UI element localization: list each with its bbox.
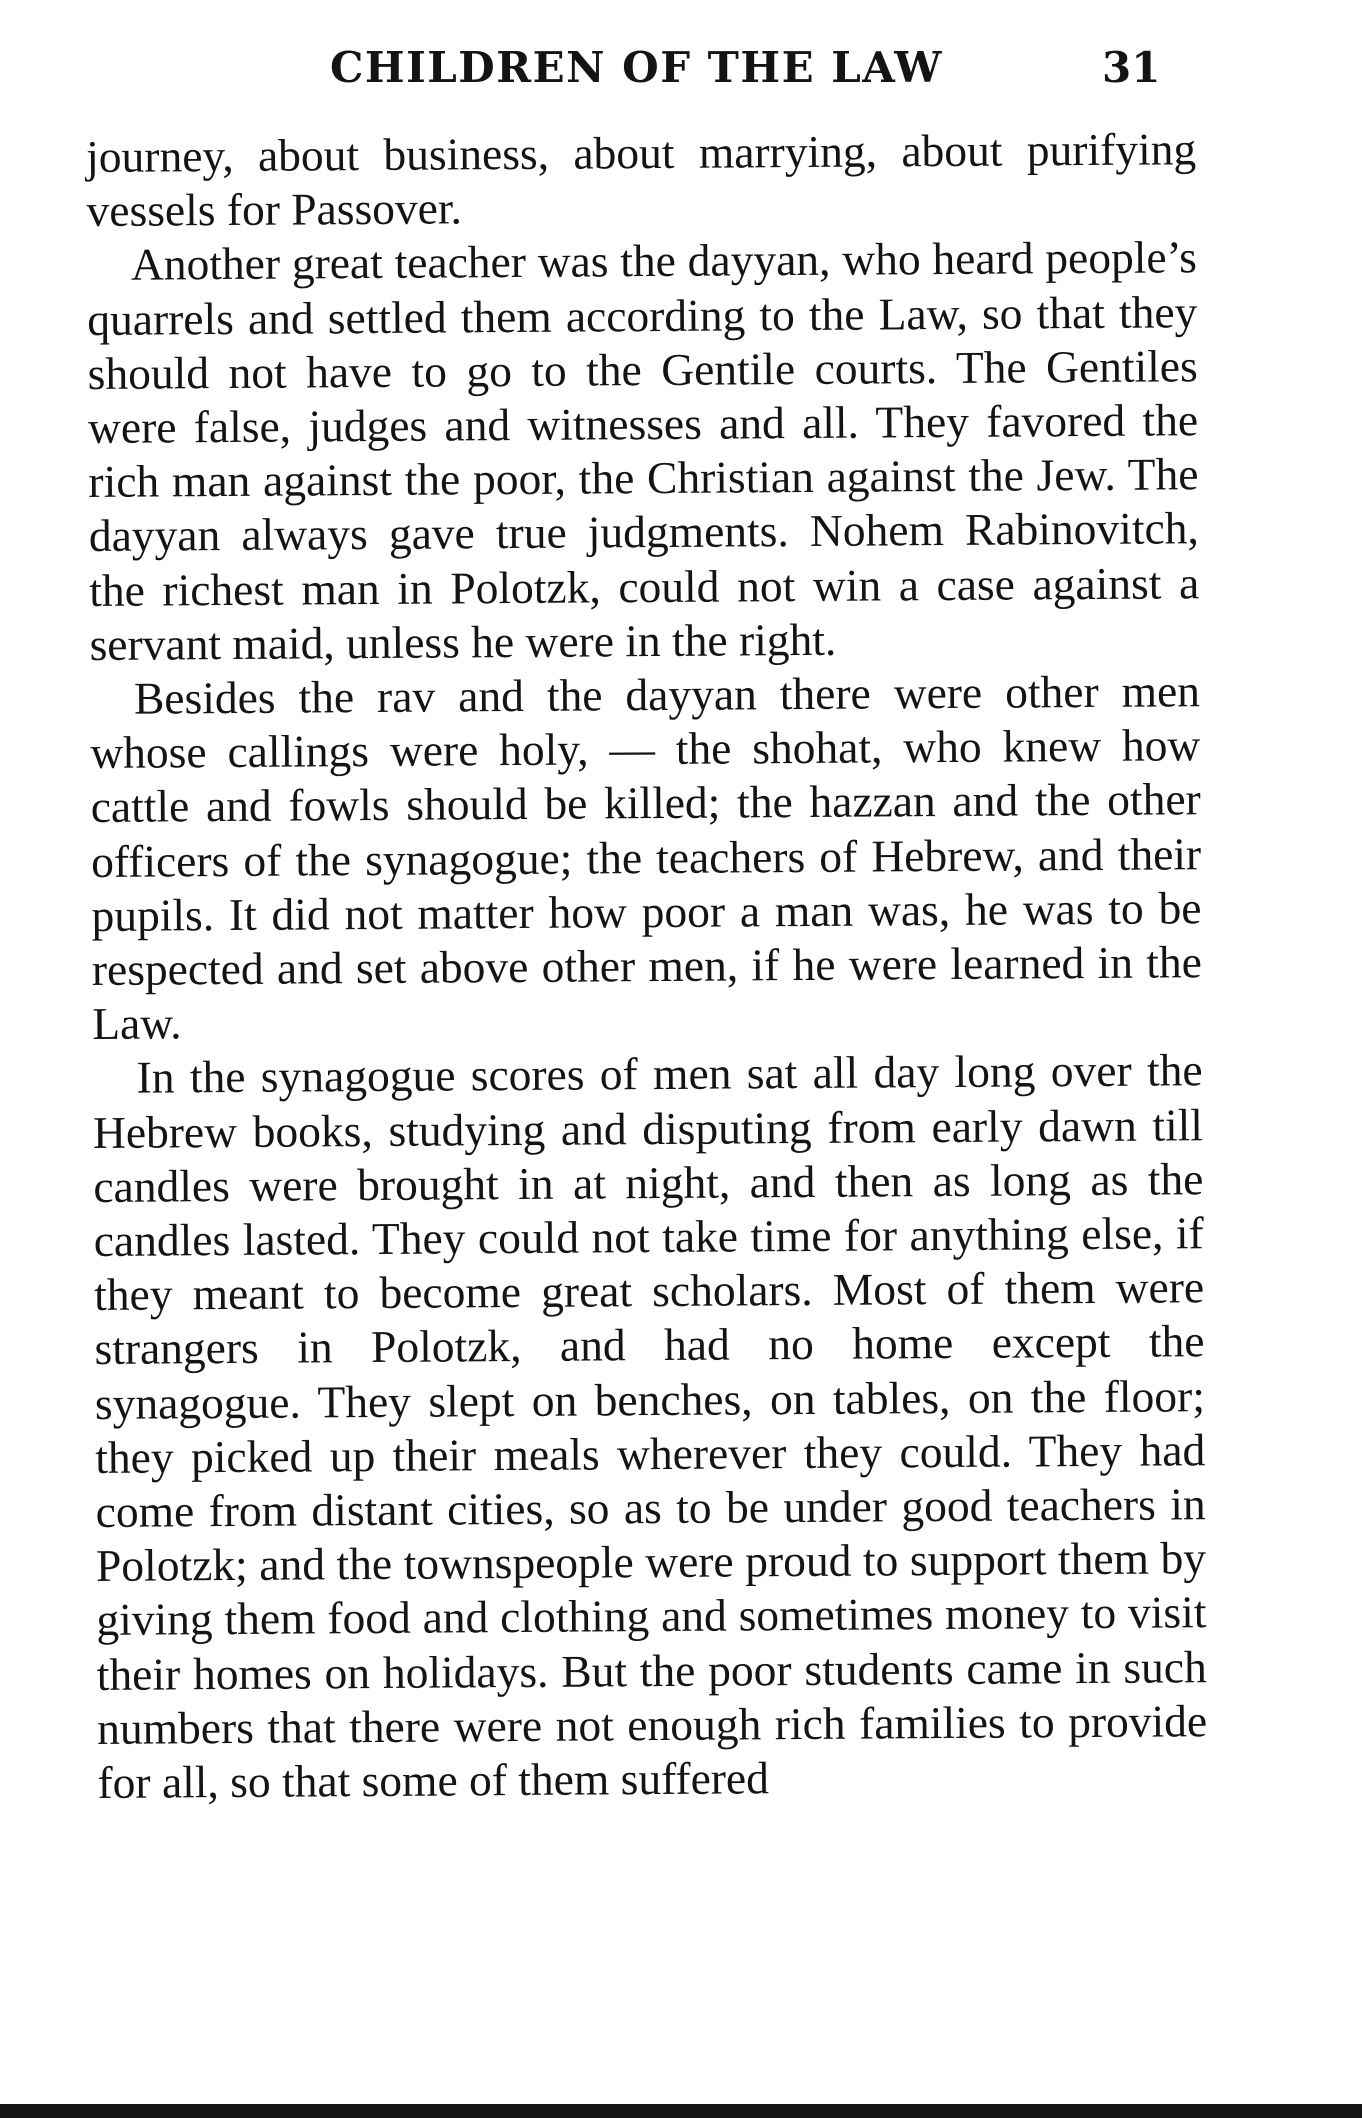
- running-head: CHILDREN OF THE LAW: [330, 43, 943, 92]
- text-body: [86, 122, 1208, 1810]
- page-number: 31: [1102, 43, 1161, 92]
- paragraph-continued: journey, about business, about marrying, about purifying vessels for Passover.: [86, 123, 1197, 237]
- paragraph-holy-callings: Besides the rav and the dayyan there were other men whose callings were holy, — the shohat, who knew how cattle and fowls should be killed; the hazzan and the other officers of the synagogue; the teachers of Hebrew, and their pupils. It did not matter how poor a man was, he was to be respected and set above other men, if he were learned in the Law.: [90, 665, 1203, 1050]
- page-bottom-border: [0, 2104, 1362, 2118]
- paragraph-dayyan: Another great teacher was the dayyan, who heard people’s quarrels and settled them according to the Law, so that they should not have to go to the Gentile courts. The Gentiles were false, judges and witnesses and all. They favored the rich man against the poor, the Christian against the Jew. The dayyan always gave true judgments. Nohem Rabinovitch, the richest man in Polotzk, could not win a case against a servant maid, unless he were in the right.: [87, 231, 1200, 670]
- page-header: [0, 38, 1362, 98]
- paragraph-synagogue-students: In the synagogue scores of men sat all day long over the Hebrew books, studying and disputing from early dawn till candles were brought in at night, and then as long as the candles lasted. They could not take time for anything else, if they meant to become great scholars. Most of them were strangers in Polotzk, and had no home except the synagogue. They slept on benches, on tables, on the floor; they picked up their meals wherever they could. They had come from distant cities, so as to be under good teachers in Polotzk; and the townspeople were proud to support them by giving them food and clothing and sometimes money to visit their homes on holidays. But the poor students came in such numbers that there were not enough rich families to provide for all, so that some of them suffered: [92, 1044, 1208, 1809]
